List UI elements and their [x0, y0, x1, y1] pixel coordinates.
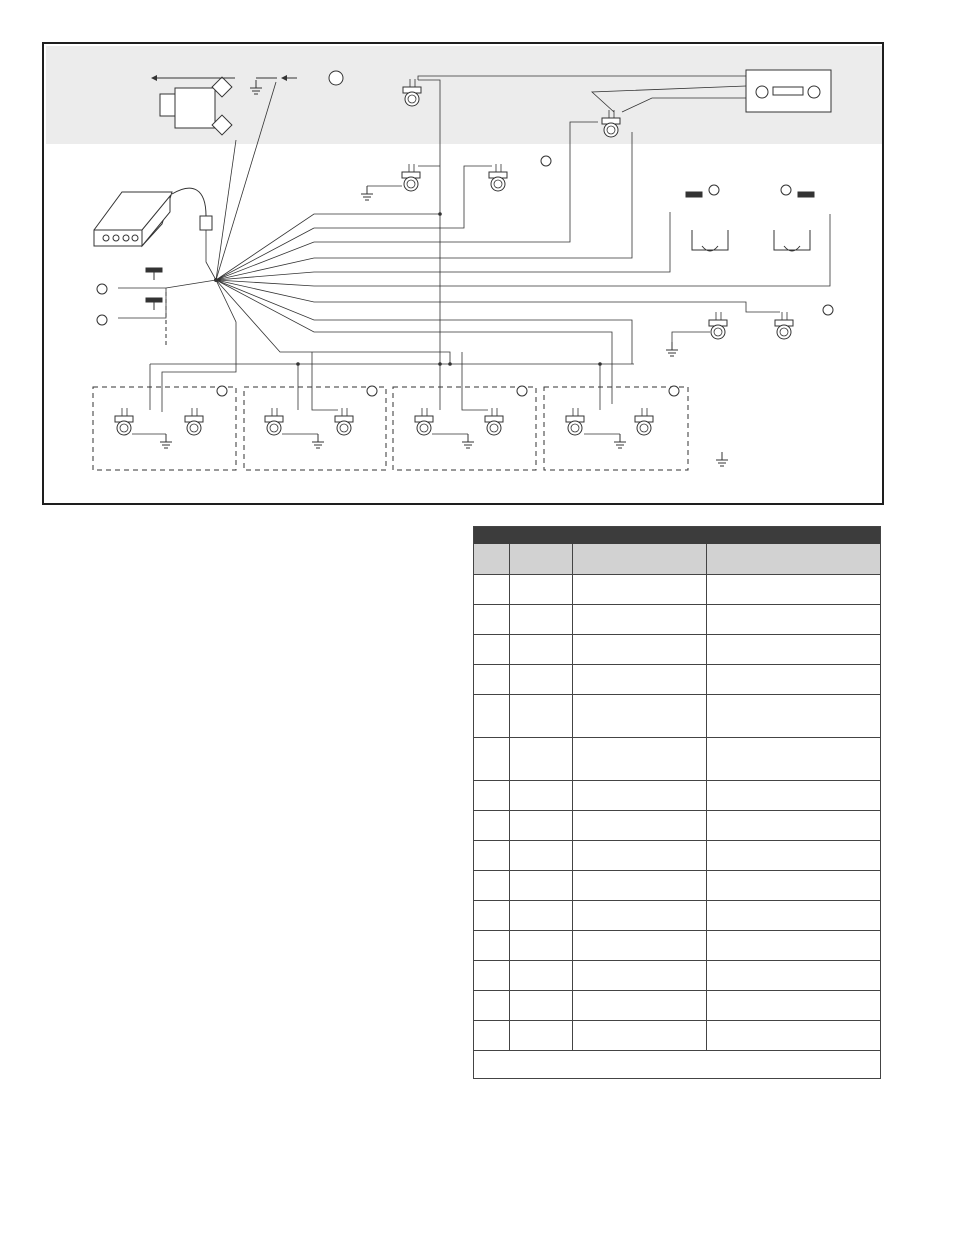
zone-box	[393, 387, 536, 470]
table-row	[474, 1021, 880, 1051]
speaker-icon	[709, 312, 727, 339]
table-cell	[474, 635, 509, 665]
table-cell	[706, 811, 880, 841]
spec-table-footer	[474, 1051, 880, 1067]
door-handle-icon	[692, 230, 810, 251]
table-row	[474, 738, 880, 781]
table-cell	[474, 575, 509, 605]
table-cell	[509, 811, 572, 841]
table-cell	[706, 841, 880, 871]
table-cell	[572, 871, 706, 901]
spec-table-header-bar	[474, 527, 880, 544]
table-cell	[572, 841, 706, 871]
radio-icon	[746, 70, 831, 112]
table-cell	[509, 781, 572, 811]
speaker-icon	[775, 312, 793, 339]
table-cell	[509, 931, 572, 961]
table-cell	[706, 961, 880, 991]
table-cell	[706, 1021, 880, 1051]
table-cell	[474, 665, 509, 695]
zone-box	[244, 387, 386, 470]
table-cell	[572, 605, 706, 635]
table-cell	[509, 635, 572, 665]
column-header	[474, 544, 509, 575]
table-cell	[706, 575, 880, 605]
table-row	[474, 991, 880, 1021]
table-cell	[572, 901, 706, 931]
table-cell	[706, 665, 880, 695]
table-cell	[572, 1021, 706, 1051]
spec-table-column-headers	[474, 544, 880, 575]
table-row	[474, 575, 880, 605]
ground-icon	[666, 342, 678, 356]
callout-circle	[329, 71, 343, 85]
table-row	[474, 665, 880, 695]
table-row	[474, 605, 880, 635]
table-cell	[509, 901, 572, 931]
table-cell	[474, 901, 509, 931]
table-row	[474, 811, 880, 841]
table-cell	[572, 931, 706, 961]
speaker-icon	[265, 408, 353, 435]
table-cell	[474, 695, 509, 738]
speaker-icon	[489, 164, 507, 191]
ground-icon	[361, 186, 373, 200]
ground-icon	[160, 434, 728, 466]
column-header	[706, 544, 880, 575]
wiring-diagram-svg	[44, 44, 882, 503]
zone-box	[544, 387, 688, 470]
table-row	[474, 871, 880, 901]
table-cell	[572, 961, 706, 991]
table-cell	[474, 961, 509, 991]
table-cell	[474, 871, 509, 901]
table-cell	[474, 841, 509, 871]
table-cell	[706, 871, 880, 901]
table-cell	[509, 695, 572, 738]
table-cell	[474, 781, 509, 811]
connector-icon	[172, 188, 212, 230]
spec-table	[473, 526, 881, 1079]
table-cell	[509, 665, 572, 695]
table-cell	[706, 931, 880, 961]
speaker-icon	[402, 164, 420, 191]
column-header	[572, 544, 706, 575]
wiring-diagram	[42, 42, 884, 505]
table-cell	[509, 1021, 572, 1051]
table-cell	[572, 738, 706, 781]
table-cell	[706, 991, 880, 1021]
table-row	[474, 961, 880, 991]
table-cell	[572, 665, 706, 695]
table-row	[474, 841, 880, 871]
table-row	[474, 931, 880, 961]
table-cell	[474, 605, 509, 635]
table-cell	[706, 781, 880, 811]
table-cell	[509, 961, 572, 991]
table-cell	[509, 991, 572, 1021]
table-cell	[572, 695, 706, 738]
table-cell	[509, 575, 572, 605]
table-cell	[474, 738, 509, 781]
zone-box	[93, 387, 236, 470]
table-cell	[572, 991, 706, 1021]
table-cell	[706, 605, 880, 635]
table-cell	[572, 635, 706, 665]
table-cell	[572, 781, 706, 811]
table-cell	[474, 811, 509, 841]
speaker-icon	[566, 408, 653, 435]
table-row	[474, 635, 880, 665]
table-cell	[572, 811, 706, 841]
table-cell	[474, 1021, 509, 1051]
column-header	[509, 544, 572, 575]
table-cell	[509, 738, 572, 781]
switch-icon	[686, 192, 814, 197]
table-cell	[706, 695, 880, 738]
table-cell	[509, 841, 572, 871]
table-cell	[706, 635, 880, 665]
table-cell	[474, 991, 509, 1021]
table-cell	[509, 605, 572, 635]
spec-table-grid	[474, 544, 880, 1051]
table-row	[474, 695, 880, 738]
speaker-icon	[415, 408, 503, 435]
switch-icon	[146, 268, 162, 310]
table-cell	[572, 575, 706, 605]
speaker-icon	[115, 408, 203, 435]
table-cell	[474, 931, 509, 961]
control-box-icon	[94, 192, 172, 246]
table-cell	[706, 901, 880, 931]
table-row	[474, 901, 880, 931]
table-row	[474, 781, 880, 811]
table-cell	[706, 738, 880, 781]
table-cell	[509, 871, 572, 901]
